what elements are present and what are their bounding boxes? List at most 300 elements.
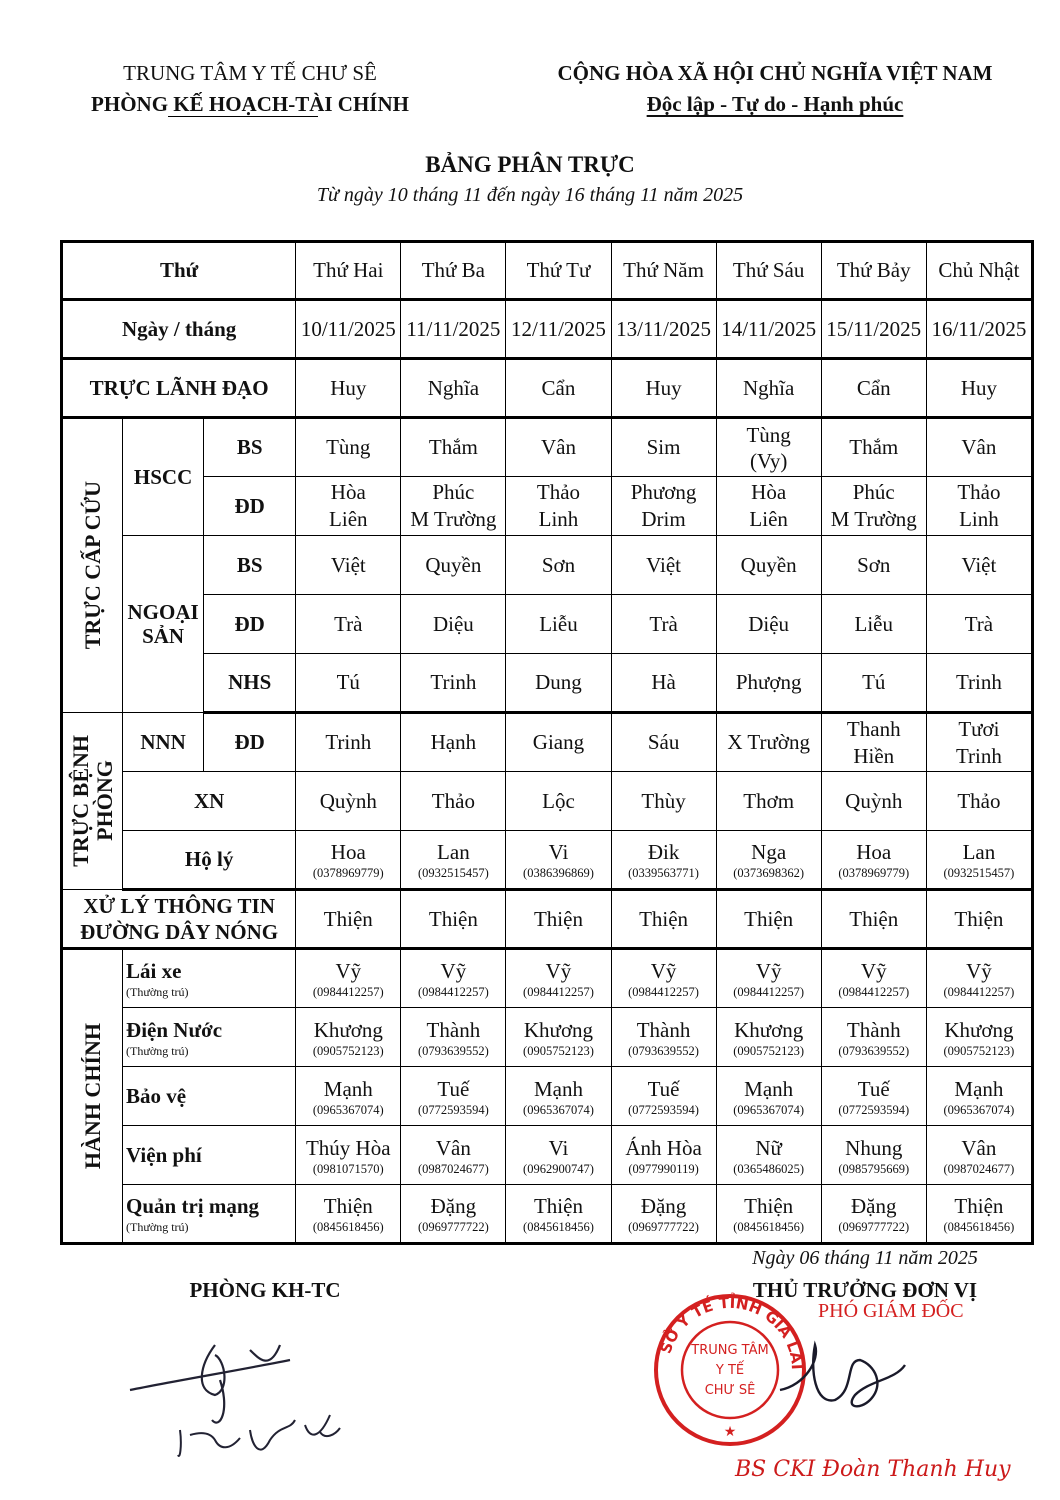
hscc-nurse-cell [926,477,1032,536]
ns-doctor-cell: Quyền [401,536,506,595]
ns-midwife-cell: Tú [821,654,926,713]
network-admin-cell [611,1185,716,1244]
ns-nurse-cell: Trà [926,595,1032,654]
billing-label-text: Viện phí [126,1142,202,1167]
hotline-cell: Thiện [926,890,1032,949]
table-row [62,831,1033,890]
org-header [40,58,460,120]
phone-number: (0905752123) [943,1043,1015,1058]
billing-cell-name: Vân [961,1135,997,1160]
utilities-label [123,1008,296,1067]
orderly-cell-name: Vi [548,840,569,864]
phone-number: (0965367074) [523,1102,594,1117]
right-signature [775,1330,915,1425]
sign-date: Ngày 06 tháng 11 năm 2025 [752,1247,978,1269]
weekday-header-label: Thứ [62,242,296,300]
table-row [62,536,1033,595]
phone-number: (0981071570) [312,1161,384,1176]
motto: Độc lập - Tự do - Hạnh phúc [646,92,904,116]
phone-number: (0905752123) [523,1043,594,1058]
hscc-nurse-cell [611,477,716,536]
table-row [62,595,1033,654]
department-name: PHÒNG KẾ HOẠCH-TÀI CHÍNH [91,92,409,116]
ns-nurse-cell: Liễu [821,595,926,654]
billing-cell [611,1126,716,1185]
left-signature-title: PHÒNG KH-TC [189,1278,341,1302]
phone-number: (0772593594) [628,1102,699,1117]
hscc-doctor-cell [716,418,821,477]
nnn-nurse-cell-line: X Trường [727,730,810,754]
phone-number: (0985795669) [838,1161,910,1176]
date-cell: 12/11/2025 [506,300,611,359]
lab-cell: Quỳnh [821,772,926,831]
network-admin-cell [821,1185,926,1244]
billing-cell [926,1126,1032,1185]
phone-number: (0984412257) [943,985,1015,999]
security-cell-name: Tuế [857,1076,890,1101]
weekday-header: Thứ Sáu [716,242,821,300]
hscc-nurse-cell [401,477,506,536]
table-row [62,1067,1033,1126]
phone-number: (0932515457) [417,866,489,880]
security-cell [611,1067,716,1126]
phone-number: (0965367074) [943,1102,1015,1117]
table-row [62,1008,1033,1067]
driver-cell-name: Vỹ [860,959,887,983]
ns-midwife-cell: Hà [611,654,716,713]
hscc-nurse-cell-line: Hòa [751,480,787,504]
document-title: BẢNG PHÂN TRỰC [425,152,635,177]
orderly-cell-name: Hoa [330,840,366,864]
driver-cell-name: Vỹ [755,959,782,983]
obstetric-surgery-label-line: NGOẠI [127,600,199,624]
billing-cell [296,1126,401,1185]
emergency-label-text: TRỰC CẤP CỨU [79,481,105,650]
nnn-nurse-cell [296,713,401,772]
hscc-nurse-cell-line: M Trường [410,507,497,531]
hscc-doctor-line: (Vy) [749,448,788,473]
network-admin-cell [716,1185,821,1244]
deputy-title: PHÓ GIÁM ĐỐC [818,1300,964,1322]
hscc-nurse-cell [716,477,821,536]
hscc-doctor-cell: Thắm [401,418,506,477]
utilities-cell-name: Thành [426,1017,481,1042]
billing-cell [506,1126,611,1185]
phone-number: (0984412257) [838,985,910,999]
hscc-nurse-cell [506,477,611,536]
phone-number: (0793639552) [417,1043,489,1058]
driver-cell-name: Vỹ [545,959,572,983]
phone-number: (0845618456) [523,1220,594,1234]
driver-cell [926,949,1032,1008]
orderly-cell-name: Nga [751,840,787,864]
table-row [62,890,1033,949]
hotline-label-line: ĐƯỜNG DÂY NÓNG [80,920,279,944]
weekday-header: Thứ Tư [506,242,611,300]
ns-midwife-cell: Dung [506,654,611,713]
utilities-cell-name: Thành [636,1017,691,1042]
utilities-cell-name: Thành [846,1017,901,1042]
table-row [62,772,1033,831]
phone-number: (0386396869) [523,866,594,880]
billing-label [123,1126,296,1185]
date-header-label: Ngày / tháng [62,300,296,359]
utilities-cell [926,1008,1032,1067]
nation-name: CỘNG HÒA XÃ HỘI CHỦ NGHĨA VIỆT NAM [557,61,993,85]
nurse-label: ĐD [204,477,296,536]
network-admin-cell [296,1185,401,1244]
leadership-cell: Huy [296,359,401,418]
lab-cell: Thùy [611,772,716,831]
hscc-nurse-cell-line: M Trường [830,507,917,531]
hotline-label-line: XỬ LÝ THÔNG TIN [83,894,275,918]
hotline-cell: Thiện [821,890,926,949]
network-admin-cell [401,1185,506,1244]
nation-header [510,58,1040,120]
orderly-cell [926,831,1032,890]
hscc-nurse-cell-line: Phúc [432,480,475,504]
date-cell: 13/11/2025 [611,300,716,359]
phone-number: (0987024677) [943,1161,1015,1176]
table-row [62,359,1033,418]
weekday-header: Thứ Hai [296,242,401,300]
phone-number: (0962900747) [523,1161,594,1176]
security-cell-name: Mạnh [744,1076,794,1101]
ward-label-text [69,735,117,867]
phone-number: (0793639552) [838,1043,910,1058]
hotline-label [62,890,296,949]
ward-section-label [62,713,123,890]
ward-label-text-line: PHÒNG [91,760,117,842]
date-cell: 11/11/2025 [401,300,506,359]
orderly-cell [716,831,821,890]
stamp-ring-text: SỞ Y TẾ TỈNH GIA LAI [656,1293,807,1371]
driver-label [123,949,296,1008]
nnn-nurse-cell-line: Trinh [955,743,1002,768]
driver-cell [296,949,401,1008]
security-cell [821,1067,926,1126]
resident-note: (Thường trú) [126,1220,189,1234]
stamp-line-2: Y TẾ [715,1363,745,1378]
ns-midwife-cell: Phượng [716,654,821,713]
emergency-section-label [62,418,123,713]
phone-number: (0905752123) [312,1043,384,1058]
phone-number: (0339563771) [628,866,699,880]
nnn-nurse-cell [401,713,506,772]
admin-label-text: HÀNH CHÍNH [79,1022,105,1170]
hscc-doctor-cell: Vân [506,418,611,477]
utilities-cell-name: Khương [313,1017,383,1042]
driver-cell-name: Vỹ [335,959,362,983]
phone-number: (0905752123) [733,1043,805,1058]
document-subtitle: Từ ngày 10 tháng 11 đến ngày 16 tháng 11 năm 2025 [316,184,744,206]
ns-doctor-cell: Quyền [716,536,821,595]
orderly-label: Hộ lý [123,831,296,890]
orderly-cell [821,831,926,890]
driver-cell [821,949,926,1008]
phone-number: (0845618456) [943,1220,1015,1234]
network-admin-cell-name: Thiện [954,1194,1004,1218]
table-row [62,242,1033,300]
nnn-nurse-cell-line: Giang [532,730,585,754]
billing-cell-name: Nhung [845,1135,903,1160]
ward-label-text-line: TRỰC BỆNH [67,735,93,867]
nnn-label: NNN [123,713,204,772]
lab-cell: Lộc [506,772,611,831]
phone-number: (0977990119) [628,1161,699,1176]
hscc-nurse-cell-line: Drim [641,507,686,531]
lab-label: XN [123,772,296,831]
duty-table-body [62,242,1033,1244]
driver-cell [716,949,821,1008]
lab-cell: Quỳnh [296,772,401,831]
phone-number: (0965367074) [733,1102,805,1117]
billing-cell-name: Thúy Hòa [305,1135,391,1160]
utilities-cell [611,1008,716,1067]
phone-number: (0772593594) [838,1102,910,1117]
driver-cell-name: Vỹ [966,959,992,983]
leadership-cell: Huy [611,359,716,418]
ns-doctor-cell: Việt [926,536,1032,595]
hscc-nurse-cell [296,477,401,536]
right-signer-name: BS CKI Đoàn Thanh Huy [735,1457,1011,1482]
utilities-cell [821,1008,926,1067]
hotline-cell: Thiện [611,890,716,949]
hscc-doctor-cell: Vân [926,418,1032,477]
network-admin-cell-name: Thiện [533,1194,583,1218]
security-cell [296,1067,401,1126]
phone-number: (0984412257) [417,985,489,999]
security-cell [506,1067,611,1126]
security-cell-name: Tuế [647,1076,680,1101]
hscc-nurse-cell-line: Hòa [330,480,366,504]
phone-number: (0793639552) [628,1043,699,1058]
ns-nurse-cell: Trà [611,595,716,654]
nnn-nurse-cell-line: Hạnh [430,730,477,754]
hscc-label: HSCC [123,418,204,536]
lab-cell: Thảo [926,772,1032,831]
stamp-line-3: CHƯ SÊ [704,1383,756,1398]
driver-cell [506,949,611,1008]
table-row [62,949,1033,1008]
billing-cell-name: Vân [435,1135,471,1160]
orderly-cell [611,831,716,890]
utilities-cell [506,1008,611,1067]
utilities-cell-name: Khương [944,1017,1014,1042]
resident-note: (Thường trú) [126,985,189,999]
table-row [62,713,1033,772]
hscc-nurse-cell-line: Linh [538,507,579,531]
orderly-cell-name: Hoa [856,840,892,864]
doctor-label: BS [204,418,296,477]
ns-midwife-cell: Tú [296,654,401,713]
utilities-label-text: Điện Nước [126,1017,223,1042]
security-cell-name: Mạnh [323,1076,373,1101]
nnn-nurse-cell [926,713,1032,772]
security-cell-name: Tuế [437,1076,470,1101]
orderly-cell-name: Lan [437,840,470,864]
billing-cell [821,1126,926,1185]
nnn-nurse-cell-line: Trinh [325,730,372,754]
phone-number: (0984412257) [312,985,384,999]
phone-number: (0969777722) [838,1220,910,1234]
orderly-cell [296,831,401,890]
table-row [62,300,1033,359]
ns-doctor-cell: Việt [611,536,716,595]
network-admin-label [123,1185,296,1244]
org-underline [168,116,318,117]
driver-cell [611,949,716,1008]
utilities-cell [716,1008,821,1067]
security-label [123,1067,296,1126]
phone-number: (0845618456) [733,1220,805,1234]
table-row [62,654,1033,713]
date-cell: 10/11/2025 [296,300,401,359]
table-row [62,477,1033,536]
admin-section-label [62,949,123,1244]
security-cell [401,1067,506,1126]
weekday-header: Thứ Bảy [821,242,926,300]
lab-cell: Thơm [716,772,821,831]
utilities-cell-name: Khương [734,1017,804,1042]
network-admin-label-text: Quản trị mạng [126,1194,260,1218]
weekday-header: Chủ Nhật [926,242,1032,300]
network-admin-cell-name: Đặng [430,1194,477,1218]
nnn-nurse-cell-line: Sáu [647,730,680,754]
phone-number: (0845618456) [312,1220,384,1234]
orderly-cell-name: Lan [962,840,996,864]
security-label-text: Bảo vệ [126,1083,187,1108]
lab-cell: Thảo [401,772,506,831]
phone-number: (0969777722) [417,1220,489,1234]
hotline-cell: Thiện [296,890,401,949]
weekday-header: Thứ Năm [611,242,716,300]
leadership-cell: Nghĩa [401,359,506,418]
leadership-cell: Nghĩa [716,359,821,418]
security-cell [926,1067,1032,1126]
org-name: TRUNG TÂM Y TẾ CHƯ SÊ [123,61,377,85]
ns-nurse-cell: Trà [296,595,401,654]
obstetric-surgery-label [123,536,204,713]
leadership-label: TRỰC LÃNH ĐẠO [62,359,296,418]
ns-midwife-cell: Trinh [401,654,506,713]
phone-number: (0984412257) [628,985,699,999]
driver-label-text: Lái xe [126,959,182,983]
phone-number: (0373698362) [733,866,805,880]
nnn-nurse-cell-line: Thanh [846,716,901,741]
obstetric-surgery-label-line: SẢN [142,624,185,648]
driver-cell-name: Vỹ [650,959,677,983]
security-cell-name: Mạnh [954,1076,1004,1101]
date-cell: 16/11/2025 [926,300,1032,359]
table-row [62,1126,1033,1185]
hotline-cell: Thiện [506,890,611,949]
date-cell: 14/11/2025 [716,300,821,359]
phone-number: (0772593594) [417,1102,489,1117]
hscc-doctor-line: Tùng [746,422,791,447]
phone-number: (0378969779) [838,866,910,880]
billing-cell [401,1126,506,1185]
table-row [62,1185,1033,1244]
stamp-star-icon: ★ [723,1425,737,1440]
ns-nurse-cell: Liễu [506,595,611,654]
nurse-label: ĐD [204,713,296,772]
utilities-cell [401,1008,506,1067]
resident-note: (Thường trú) [126,1043,189,1058]
leadership-cell: Cẩn [821,359,926,418]
ns-doctor-cell: Việt [296,536,401,595]
hscc-nurse-cell-line: Phương [630,480,697,504]
nnn-nurse-cell [611,713,716,772]
ns-nurse-cell: Diệu [716,595,821,654]
ns-midwife-cell: Trinh [926,654,1032,713]
network-admin-cell-name: Thiện [323,1194,373,1218]
date-cell: 15/11/2025 [821,300,926,359]
leadership-cell: Cẩn [506,359,611,418]
hscc-nurse-cell-line: Linh [959,507,999,531]
nurse-label: ĐD [204,595,296,654]
right-signature-title: THỦ TRƯỞNG ĐƠN VỊ [752,1278,978,1302]
driver-cell [401,949,506,1008]
doctor-label: BS [204,536,296,595]
phone-number: (0365486025) [733,1161,805,1176]
security-cell [716,1067,821,1126]
network-admin-cell-name: Đặng [640,1194,687,1218]
network-admin-cell [926,1185,1032,1244]
ns-doctor-cell: Sơn [821,536,926,595]
duty-table [60,240,1034,1245]
hscc-nurse-cell [821,477,926,536]
hotline-cell: Thiện [401,890,506,949]
hscc-doctor-cell: Thắm [821,418,926,477]
driver-cell-name: Vỹ [440,959,467,983]
left-signature [120,1320,380,1470]
nnn-nurse-cell-line: Tươi [958,716,1000,741]
billing-cell-name: Vi [548,1135,569,1160]
weekday-header: Thứ Ba [401,242,506,300]
orderly-cell-name: Đik [647,840,680,864]
security-cell-name: Mạnh [533,1076,583,1101]
nnn-nurse-cell [821,713,926,772]
phone-number: (0932515457) [943,866,1015,880]
phone-number: (0984412257) [523,985,594,999]
hscc-doctor-cell: Tùng [296,418,401,477]
network-admin-cell-name: Đặng [851,1194,897,1218]
phone-number: (0987024677) [417,1161,489,1176]
hscc-nurse-cell-line: Phúc [852,480,895,504]
hscc-doctor-cell: Sim [611,418,716,477]
billing-cell-name: Nữ [755,1135,782,1160]
hscc-nurse-cell-line: Liên [329,507,368,531]
orderly-cell [401,831,506,890]
orderly-cell [506,831,611,890]
hotline-cell: Thiện [716,890,821,949]
phone-number: (0965367074) [312,1102,384,1117]
ns-nurse-cell: Diệu [401,595,506,654]
network-admin-cell-name: Thiện [744,1194,794,1218]
table-row [62,418,1033,477]
hscc-nurse-cell-line: Liên [749,507,788,531]
utilities-cell [296,1008,401,1067]
nnn-nurse-cell [716,713,821,772]
network-admin-cell [506,1185,611,1244]
billing-cell [716,1126,821,1185]
phone-number: (0378969779) [312,866,384,880]
nnn-nurse-cell-line: Hiền [853,743,895,768]
hscc-nurse-cell-line: Thảo [957,480,1001,504]
utilities-cell-name: Khương [523,1017,594,1042]
nnn-nurse-cell [506,713,611,772]
